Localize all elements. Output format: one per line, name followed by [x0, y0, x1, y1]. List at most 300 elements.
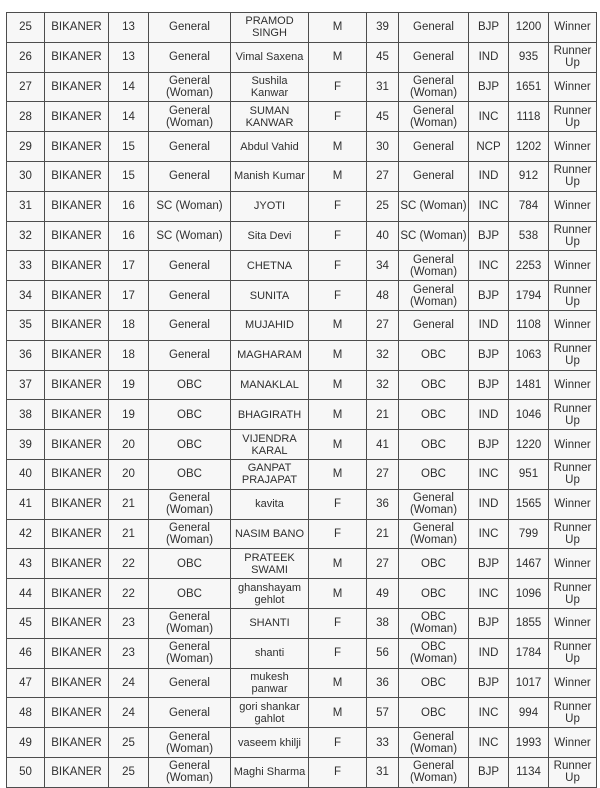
gender-cell: M — [309, 579, 367, 609]
votes-cell: 799 — [509, 519, 549, 549]
candidate-name-cell: kavita — [231, 489, 309, 519]
age-cell: 36 — [367, 489, 399, 519]
gender-cell: M — [309, 161, 367, 191]
district-cell: BIKANER — [45, 132, 109, 162]
table-row — [7, 668, 597, 698]
ward-cell: 17 — [109, 281, 149, 311]
district-cell: BIKANER — [45, 579, 109, 609]
gender-cell: F — [309, 251, 367, 281]
votes-cell: 1134 — [509, 757, 549, 787]
serial-no-cell: 29 — [7, 132, 45, 162]
seat-category-cell: OBC — [399, 400, 469, 430]
votes-cell: 1993 — [509, 728, 549, 758]
result-cell: Runner Up — [549, 638, 597, 668]
ward-cell: 20 — [109, 430, 149, 460]
table-row — [7, 72, 597, 102]
result-cell: Winner — [549, 132, 597, 162]
age-cell: 30 — [367, 132, 399, 162]
category-cell: General — [149, 42, 231, 72]
table-row — [7, 549, 597, 579]
serial-no-cell: 28 — [7, 102, 45, 132]
age-cell: 27 — [367, 549, 399, 579]
serial-no-cell: 39 — [7, 430, 45, 460]
table-row — [7, 310, 597, 340]
age-cell: 25 — [367, 191, 399, 221]
district-cell: BIKANER — [45, 251, 109, 281]
votes-cell: 1063 — [509, 340, 549, 370]
result-cell: Runner Up — [549, 698, 597, 728]
category-cell: OBC — [149, 370, 231, 400]
party-cell: BJP — [469, 72, 509, 102]
party-cell: BJP — [469, 340, 509, 370]
party-cell: BJP — [469, 281, 509, 311]
category-cell: OBC — [149, 400, 231, 430]
seat-category-cell: OBC — [399, 459, 469, 489]
scan-artifact-band — [0, 0, 600, 12]
ward-cell: 18 — [109, 310, 149, 340]
result-cell: Winner — [549, 72, 597, 102]
votes-cell: 1481 — [509, 370, 549, 400]
ward-cell: 21 — [109, 489, 149, 519]
seat-category-cell: General — [399, 132, 469, 162]
seat-category-cell: General — [399, 13, 469, 43]
category-cell: SC (Woman) — [149, 191, 231, 221]
result-cell: Winner — [549, 191, 597, 221]
age-cell: 45 — [367, 102, 399, 132]
category-cell: General — [149, 698, 231, 728]
category-cell: OBC — [149, 430, 231, 460]
result-cell: Winner — [549, 608, 597, 638]
votes-cell: 1794 — [509, 281, 549, 311]
votes-cell: 2253 — [509, 251, 549, 281]
ward-cell: 16 — [109, 221, 149, 251]
table-row — [7, 191, 597, 221]
party-cell: IND — [469, 400, 509, 430]
result-cell: Winner — [549, 549, 597, 579]
gender-cell: M — [309, 370, 367, 400]
category-cell: General — [149, 161, 231, 191]
gender-cell: F — [309, 608, 367, 638]
gender-cell: M — [309, 310, 367, 340]
party-cell: INC — [469, 102, 509, 132]
candidate-name-cell: shanti — [231, 638, 309, 668]
district-cell: BIKANER — [45, 757, 109, 787]
serial-no-cell: 36 — [7, 340, 45, 370]
age-cell: 38 — [367, 608, 399, 638]
seat-category-cell: General (Woman) — [399, 519, 469, 549]
category-cell: General — [149, 132, 231, 162]
seat-category-cell: OBC — [399, 340, 469, 370]
district-cell: BIKANER — [45, 519, 109, 549]
gender-cell: F — [309, 281, 367, 311]
candidate-name-cell: Sita Devi — [231, 221, 309, 251]
result-cell: Runner Up — [549, 161, 597, 191]
party-cell: INC — [469, 251, 509, 281]
votes-cell: 1118 — [509, 102, 549, 132]
district-cell: BIKANER — [45, 489, 109, 519]
district-cell: BIKANER — [45, 549, 109, 579]
candidate-name-cell: ghanshayam gehlot — [231, 579, 309, 609]
table-row — [7, 251, 597, 281]
serial-no-cell: 42 — [7, 519, 45, 549]
seat-category-cell: SC (Woman) — [399, 191, 469, 221]
candidate-name-cell: MAGHARAM — [231, 340, 309, 370]
gender-cell: F — [309, 728, 367, 758]
seat-category-cell: General (Woman) — [399, 728, 469, 758]
candidate-name-cell: VIJENDRA KARAL — [231, 430, 309, 460]
district-cell: BIKANER — [45, 370, 109, 400]
votes-cell: 912 — [509, 161, 549, 191]
candidate-name-cell: SHANTI — [231, 608, 309, 638]
age-cell: 41 — [367, 430, 399, 460]
party-cell: IND — [469, 489, 509, 519]
ward-cell: 16 — [109, 191, 149, 221]
ward-cell: 21 — [109, 519, 149, 549]
ward-cell: 13 — [109, 13, 149, 43]
category-cell: SC (Woman) — [149, 221, 231, 251]
result-cell: Runner Up — [549, 281, 597, 311]
party-cell: IND — [469, 161, 509, 191]
result-cell: Runner Up — [549, 400, 597, 430]
party-cell: BJP — [469, 13, 509, 43]
seat-category-cell: General (Woman) — [399, 757, 469, 787]
candidate-name-cell: CHETNA — [231, 251, 309, 281]
candidate-name-cell: gori shankar gahlot — [231, 698, 309, 728]
party-cell: BJP — [469, 757, 509, 787]
seat-category-cell: OBC — [399, 668, 469, 698]
district-cell: BIKANER — [45, 161, 109, 191]
results-body — [7, 13, 597, 788]
age-cell: 48 — [367, 281, 399, 311]
ward-cell: 14 — [109, 72, 149, 102]
party-cell: IND — [469, 638, 509, 668]
district-cell: BIKANER — [45, 608, 109, 638]
serial-no-cell: 38 — [7, 400, 45, 430]
result-cell: Winner — [549, 370, 597, 400]
ward-cell: 15 — [109, 132, 149, 162]
table-row — [7, 430, 597, 460]
gender-cell: F — [309, 72, 367, 102]
party-cell: IND — [469, 42, 509, 72]
result-cell: Runner Up — [549, 102, 597, 132]
votes-cell: 1046 — [509, 400, 549, 430]
result-cell: Runner Up — [549, 42, 597, 72]
serial-no-cell: 37 — [7, 370, 45, 400]
party-cell: NCP — [469, 132, 509, 162]
age-cell: 32 — [367, 340, 399, 370]
serial-no-cell: 46 — [7, 638, 45, 668]
serial-no-cell: 49 — [7, 728, 45, 758]
table-row — [7, 638, 597, 668]
table-row — [7, 698, 597, 728]
category-cell: General — [149, 310, 231, 340]
ward-cell: 17 — [109, 251, 149, 281]
district-cell: BIKANER — [45, 728, 109, 758]
candidate-name-cell: PRAMOD SINGH — [231, 13, 309, 43]
votes-cell: 994 — [509, 698, 549, 728]
table-row — [7, 608, 597, 638]
serial-no-cell: 34 — [7, 281, 45, 311]
party-cell: BJP — [469, 549, 509, 579]
serial-no-cell: 32 — [7, 221, 45, 251]
ward-cell: 14 — [109, 102, 149, 132]
party-cell: BJP — [469, 221, 509, 251]
table-row — [7, 132, 597, 162]
table-row — [7, 489, 597, 519]
table-row — [7, 161, 597, 191]
seat-category-cell: General (Woman) — [399, 489, 469, 519]
seat-category-cell: OBC — [399, 430, 469, 460]
district-cell: BIKANER — [45, 13, 109, 43]
category-cell: General (Woman) — [149, 638, 231, 668]
result-cell: Runner Up — [549, 340, 597, 370]
district-cell: BIKANER — [45, 340, 109, 370]
ward-cell: 24 — [109, 698, 149, 728]
gender-cell: M — [309, 132, 367, 162]
votes-cell: 1855 — [509, 608, 549, 638]
result-cell: Winner — [549, 251, 597, 281]
table-row — [7, 221, 597, 251]
ward-cell: 15 — [109, 161, 149, 191]
category-cell: General — [149, 281, 231, 311]
seat-category-cell: OBC (Woman) — [399, 608, 469, 638]
category-cell: OBC — [149, 459, 231, 489]
result-cell: Winner — [549, 668, 597, 698]
serial-no-cell: 48 — [7, 698, 45, 728]
gender-cell: F — [309, 638, 367, 668]
candidate-name-cell: vaseem khilji — [231, 728, 309, 758]
party-cell: BJP — [469, 430, 509, 460]
gender-cell: F — [309, 102, 367, 132]
candidate-name-cell: MUJAHID — [231, 310, 309, 340]
votes-cell: 951 — [509, 459, 549, 489]
seat-category-cell: OBC (Woman) — [399, 638, 469, 668]
party-cell: BJP — [469, 370, 509, 400]
ward-cell: 23 — [109, 608, 149, 638]
result-cell: Runner Up — [549, 757, 597, 787]
party-cell: INC — [469, 579, 509, 609]
category-cell: General (Woman) — [149, 608, 231, 638]
district-cell: BIKANER — [45, 102, 109, 132]
seat-category-cell: OBC — [399, 698, 469, 728]
ward-cell: 13 — [109, 42, 149, 72]
election-results-table — [6, 12, 597, 788]
candidate-name-cell: PRATEEK SWAMI — [231, 549, 309, 579]
gender-cell: M — [309, 400, 367, 430]
votes-cell: 784 — [509, 191, 549, 221]
gender-cell: F — [309, 221, 367, 251]
gender-cell: M — [309, 340, 367, 370]
candidate-name-cell: NASIM BANO — [231, 519, 309, 549]
result-cell: Runner Up — [549, 579, 597, 609]
candidate-name-cell: Sushila Kanwar — [231, 72, 309, 102]
age-cell: 27 — [367, 161, 399, 191]
candidate-name-cell: Manish Kumar — [231, 161, 309, 191]
seat-category-cell: General — [399, 42, 469, 72]
seat-category-cell: OBC — [399, 370, 469, 400]
candidate-name-cell: GANPAT PRAJAPAT — [231, 459, 309, 489]
seat-category-cell: General (Woman) — [399, 102, 469, 132]
votes-cell: 1017 — [509, 668, 549, 698]
gender-cell: F — [309, 519, 367, 549]
district-cell: BIKANER — [45, 191, 109, 221]
district-cell: BIKANER — [45, 459, 109, 489]
age-cell: 21 — [367, 400, 399, 430]
party-cell: BJP — [469, 668, 509, 698]
district-cell: BIKANER — [45, 698, 109, 728]
gender-cell: M — [309, 459, 367, 489]
table-row — [7, 340, 597, 370]
ward-cell: 23 — [109, 638, 149, 668]
party-cell: INC — [469, 191, 509, 221]
ward-cell: 20 — [109, 459, 149, 489]
gender-cell: M — [309, 549, 367, 579]
result-cell: Winner — [549, 310, 597, 340]
ward-cell: 19 — [109, 370, 149, 400]
category-cell: General (Woman) — [149, 489, 231, 519]
table-row — [7, 579, 597, 609]
votes-cell: 1220 — [509, 430, 549, 460]
category-cell: General — [149, 668, 231, 698]
age-cell: 31 — [367, 72, 399, 102]
district-cell: BIKANER — [45, 668, 109, 698]
gender-cell: M — [309, 698, 367, 728]
age-cell: 56 — [367, 638, 399, 668]
serial-no-cell: 25 — [7, 13, 45, 43]
candidate-name-cell: JYOTI — [231, 191, 309, 221]
gender-cell: F — [309, 757, 367, 787]
age-cell: 27 — [367, 310, 399, 340]
result-cell: Runner Up — [549, 519, 597, 549]
district-cell: BIKANER — [45, 72, 109, 102]
votes-cell: 1096 — [509, 579, 549, 609]
age-cell: 33 — [367, 728, 399, 758]
category-cell: General (Woman) — [149, 102, 231, 132]
gender-cell: F — [309, 489, 367, 519]
candidate-name-cell: mukesh panwar — [231, 668, 309, 698]
gender-cell: M — [309, 430, 367, 460]
serial-no-cell: 35 — [7, 310, 45, 340]
seat-category-cell: OBC — [399, 549, 469, 579]
result-cell: Runner Up — [549, 459, 597, 489]
ward-cell: 25 — [109, 728, 149, 758]
serial-no-cell: 33 — [7, 251, 45, 281]
seat-category-cell: General (Woman) — [399, 281, 469, 311]
table-row — [7, 42, 597, 72]
table-row — [7, 728, 597, 758]
votes-cell: 1784 — [509, 638, 549, 668]
party-cell: INC — [469, 459, 509, 489]
gender-cell: M — [309, 668, 367, 698]
serial-no-cell: 44 — [7, 579, 45, 609]
result-cell: Winner — [549, 728, 597, 758]
votes-cell: 1108 — [509, 310, 549, 340]
ward-cell: 25 — [109, 757, 149, 787]
category-cell: OBC — [149, 579, 231, 609]
serial-no-cell: 43 — [7, 549, 45, 579]
party-cell: INC — [469, 698, 509, 728]
votes-cell: 538 — [509, 221, 549, 251]
party-cell: INC — [469, 519, 509, 549]
district-cell: BIKANER — [45, 638, 109, 668]
gender-cell: M — [309, 42, 367, 72]
serial-no-cell: 45 — [7, 608, 45, 638]
age-cell: 57 — [367, 698, 399, 728]
age-cell: 34 — [367, 251, 399, 281]
votes-cell: 1651 — [509, 72, 549, 102]
votes-cell: 1202 — [509, 132, 549, 162]
ward-cell: 18 — [109, 340, 149, 370]
candidate-name-cell: SUMAN KANWAR — [231, 102, 309, 132]
candidate-name-cell: Abdul Vahid — [231, 132, 309, 162]
category-cell: General — [149, 340, 231, 370]
gender-cell: F — [309, 191, 367, 221]
candidate-name-cell: BHAGIRATH — [231, 400, 309, 430]
ward-cell: 22 — [109, 549, 149, 579]
age-cell: 27 — [367, 459, 399, 489]
table-row — [7, 102, 597, 132]
age-cell: 40 — [367, 221, 399, 251]
party-cell: BJP — [469, 608, 509, 638]
ward-cell: 19 — [109, 400, 149, 430]
serial-no-cell: 27 — [7, 72, 45, 102]
age-cell: 21 — [367, 519, 399, 549]
category-cell: General (Woman) — [149, 757, 231, 787]
category-cell: General (Woman) — [149, 72, 231, 102]
age-cell: 32 — [367, 370, 399, 400]
result-cell: Winner — [549, 489, 597, 519]
votes-cell: 935 — [509, 42, 549, 72]
table-row — [7, 459, 597, 489]
category-cell: General — [149, 251, 231, 281]
district-cell: BIKANER — [45, 221, 109, 251]
serial-no-cell: 50 — [7, 757, 45, 787]
table-row — [7, 13, 597, 43]
age-cell: 39 — [367, 13, 399, 43]
district-cell: BIKANER — [45, 430, 109, 460]
result-cell: Runner Up — [549, 221, 597, 251]
ward-cell: 24 — [109, 668, 149, 698]
seat-category-cell: SC (Woman) — [399, 221, 469, 251]
category-cell: General (Woman) — [149, 519, 231, 549]
table-row — [7, 400, 597, 430]
votes-cell: 1200 — [509, 13, 549, 43]
serial-no-cell: 30 — [7, 161, 45, 191]
seat-category-cell: General (Woman) — [399, 251, 469, 281]
candidate-name-cell: MANAKLAL — [231, 370, 309, 400]
gender-cell: M — [309, 13, 367, 43]
ward-cell: 22 — [109, 579, 149, 609]
category-cell: OBC — [149, 549, 231, 579]
category-cell: General (Woman) — [149, 728, 231, 758]
table-row — [7, 519, 597, 549]
serial-no-cell: 40 — [7, 459, 45, 489]
table-row — [7, 757, 597, 787]
table-row — [7, 281, 597, 311]
age-cell: 45 — [367, 42, 399, 72]
seat-category-cell: General — [399, 161, 469, 191]
age-cell: 31 — [367, 757, 399, 787]
age-cell: 36 — [367, 668, 399, 698]
district-cell: BIKANER — [45, 310, 109, 340]
serial-no-cell: 31 — [7, 191, 45, 221]
votes-cell: 1565 — [509, 489, 549, 519]
serial-no-cell: 47 — [7, 668, 45, 698]
seat-category-cell: OBC — [399, 579, 469, 609]
serial-no-cell: 41 — [7, 489, 45, 519]
district-cell: BIKANER — [45, 281, 109, 311]
district-cell: BIKANER — [45, 42, 109, 72]
